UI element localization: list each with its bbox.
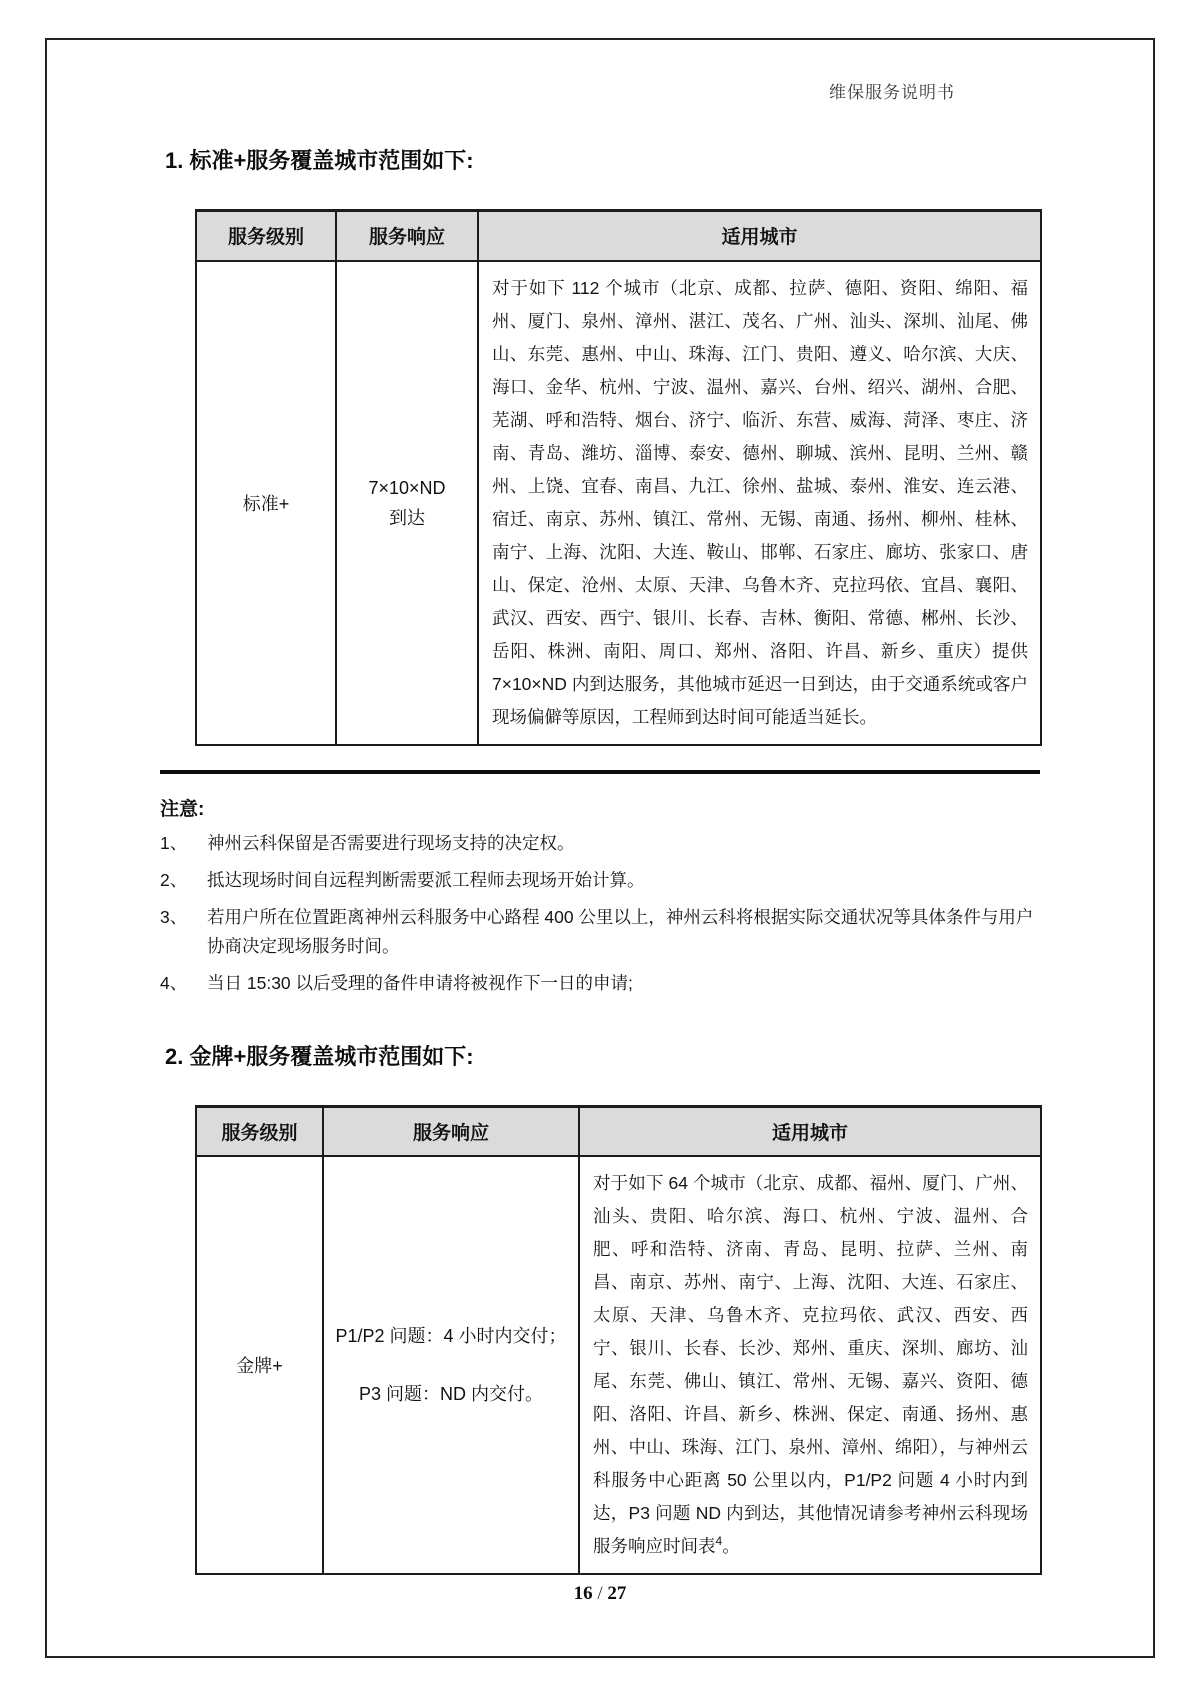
notes-title: 注意: bbox=[160, 798, 205, 820]
service-response-cell bbox=[323, 1156, 579, 1574]
document-header bbox=[160, 0, 1040, 103]
gold-plus-coverage-table bbox=[195, 1105, 1042, 1576]
standard-plus-coverage-table bbox=[195, 209, 1042, 746]
note-number: 2、 bbox=[160, 869, 188, 890]
note-number: 3、 bbox=[160, 906, 188, 927]
col-header-applicable-cities: 适用城市 bbox=[579, 1106, 1041, 1156]
service-level-cell: 标准+ bbox=[196, 261, 336, 745]
response-line-2: 到达 bbox=[389, 507, 425, 528]
section2-heading: 2. 金牌+服务覆盖城市范围如下: bbox=[165, 1043, 474, 1069]
footnote-superscript: 4 bbox=[715, 1534, 723, 1549]
col-header-applicable-cities: 适用城市 bbox=[478, 211, 1041, 261]
table-header-row bbox=[196, 211, 1041, 261]
applicable-cities-cell bbox=[579, 1156, 1041, 1574]
note-item-3 bbox=[160, 903, 1040, 961]
note-item-1 bbox=[160, 829, 1040, 858]
col-header-service-level: 服务级别 bbox=[196, 211, 336, 261]
col-header-service-level: 服务级别 bbox=[196, 1106, 323, 1156]
table-row bbox=[196, 261, 1041, 745]
note-text: 当日 15:30 以后受理的备件申请将被视作下一日的申请; bbox=[207, 972, 633, 993]
response-paragraph-1: P1/P2 问题：4 小时内交付； bbox=[335, 1326, 567, 1346]
col-header-service-response: 服务响应 bbox=[336, 211, 478, 261]
cities-text: 对于如下 64 个城市（北京、成都、福州、厦门、广州、汕头、贵阳、哈尔滨、海口、杭州、宁波、温州、合肥、呼和浩特、济南、青岛、昆明、拉萨、兰州、南昌、南京、苏州、南宁、上海、沈阳、大连、石家庄、太原、天津、乌鲁木齐、克拉玛依、武汉、西安、西宁、银川、长春、长沙、郑州、重庆、深圳、廊坊、汕尾、东莞、佛山、镇江、常州、无锡、嘉兴、资阳、德阳、洛阳、许昌、新乡、株洲、保定、南通、扬州、惠州、中山、珠海、江门、泉州、漳州、绵阳），与神州云科服务中心距离 50 公里以内，P1/P2 问题 4 小时内到达，P3 问题 ND 内到达，其他情况请参考神州云科现场服务响应时间表 bbox=[593, 1173, 1028, 1556]
note-text: 抵达现场时间自远程判断需要派工程师去现场开始计算。 bbox=[207, 869, 645, 890]
note-text: 若用户所在位置距离神州云科服务中心路程 400 公里以上，神州云科将根据实际交通状况等具体条件与用户协商决定现场服务时间。 bbox=[207, 906, 1034, 956]
col-header-service-response: 服务响应 bbox=[323, 1106, 579, 1156]
section-divider-rule bbox=[160, 770, 1040, 774]
table-header-row bbox=[196, 1106, 1041, 1156]
note-number: 4、 bbox=[160, 972, 188, 993]
note-item-4 bbox=[160, 969, 1040, 998]
note-item-2 bbox=[160, 866, 1040, 895]
note-text: 神州云科保留是否需要进行现场支持的决定权。 bbox=[207, 832, 575, 853]
table-row bbox=[196, 1156, 1041, 1574]
doc-header-title: 维保服务说明书 bbox=[829, 83, 955, 102]
section1-heading: 1. 标准+服务覆盖城市范围如下: bbox=[165, 148, 474, 173]
page-number-total: 27 bbox=[607, 1583, 627, 1604]
response-paragraph-2: P3 问题：ND 内交付。 bbox=[358, 1384, 544, 1404]
service-level-cell: 金牌+ bbox=[196, 1156, 323, 1574]
page-number-current: 16 bbox=[573, 1583, 593, 1604]
document-content bbox=[160, 0, 1040, 1575]
applicable-cities-cell: 对于如下 112 个城市（北京、成都、拉萨、德阳、资阳、绵阳、福州、厦门、泉州、漳州、湛江、茂名、广州、汕头、深圳、汕尾、佛山、东莞、惠州、中山、珠海、江门、贵阳、遵义、哈尔滨、大庆、海口、金华、杭州、宁波、温州、嘉兴、台州、绍兴、湖州、合肥、芜湖、呼和浩特、烟台、济宁、临沂、东营、威海、菏泽、枣庄、济南、青岛、潍坊、淄博、泰安、德州、聊城、滨州、昆明、兰州、赣州、上饶、宜春、南昌、九江、徐州、盐城、泰州、淮安、连云港、宿迁、南京、苏州、镇江、常州、无锡、南通、扬州、柳州、桂林、南宁、上海、沈阳、大连、鞍山、邯郸、石家庄、廊坊、张家口、唐山、保定、沧州、太原、天津、乌鲁木齐、克拉玛依、宜昌、襄阳、武汉、西安、西宁、银川、长春、吉林、衡阳、常德、郴州、长沙、岳阳、株洲、南阳、周口、郑州、洛阳、许昌、新乡、重庆）提供 7×10×ND 内到达服务，其他城市延迟一日到达，由于交通系统或客户现场偏僻等原因，工程师到达时间可能适当延长。 bbox=[478, 261, 1041, 745]
response-line-1: 7×10×ND bbox=[368, 477, 446, 498]
cities-text-end: 。 bbox=[722, 1536, 740, 1556]
page-number-separator: / bbox=[592, 1583, 608, 1604]
service-response-cell bbox=[336, 261, 478, 745]
page-number bbox=[0, 1583, 1200, 1605]
note-number: 1、 bbox=[160, 832, 188, 853]
